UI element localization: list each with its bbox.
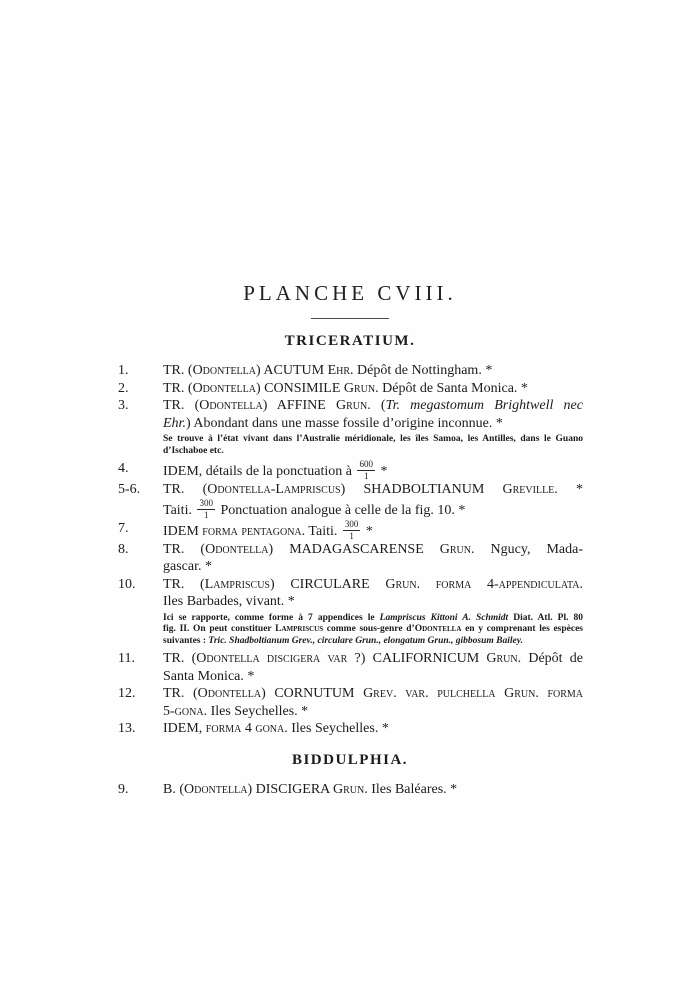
text-segment: fig. II. On peut constituer — [163, 624, 276, 634]
text-segment: Iles Barbades, vivant. * — [163, 594, 295, 609]
text-segment: . Dépôt de Nottingham. * — [350, 363, 493, 378]
text-segment: * — [376, 464, 388, 479]
text-segment: TR. ( — [163, 651, 197, 666]
list-item — [118, 520, 583, 541]
item-text — [163, 362, 583, 380]
text-segment: Taiti. — [163, 502, 196, 518]
text-segment: ) CONSIMILE — [256, 380, 344, 396]
magnification-fraction — [343, 520, 361, 541]
text-segment: forma — [547, 686, 584, 701]
item-text — [163, 397, 583, 460]
plate-title: PLANCHE CVIII. — [243, 281, 457, 305]
item-number: 11. — [118, 651, 135, 666]
item-number: 1. — [118, 363, 129, 378]
text-segment: . ( — [367, 398, 386, 413]
fraction-denominator: 1 — [203, 509, 209, 520]
text-line — [163, 668, 583, 686]
item-text — [163, 541, 583, 576]
text-segment: Grun — [333, 781, 365, 797]
text-segment: IDEM, — [163, 721, 206, 736]
text-segment: B. ( — [163, 781, 184, 797]
text-segment: forma 4-appendiculata — [435, 576, 580, 592]
item-text — [163, 650, 583, 685]
section-heading: TRICERATIUM. — [284, 333, 416, 349]
item-number: 10. — [118, 576, 136, 592]
text-line — [163, 650, 583, 668]
text-segment: * — [362, 523, 373, 539]
text-segment: . Dépôt de — [517, 651, 583, 666]
list-item — [118, 460, 583, 481]
text-segment: . Ngucy, Mada- — [471, 541, 583, 557]
list-item — [118, 685, 583, 720]
text-segment: ) CORNUTUM — [261, 686, 364, 701]
item-number: 7. — [118, 520, 129, 536]
text-segment: Se trouve à l’état vivant dans l’Australie méridionale, les îles Samoa, les Antilles, dans le Guano — [163, 434, 583, 444]
text-segment: comme sous-genre d’ — [323, 624, 415, 634]
item-text — [163, 720, 583, 738]
text-segment: TR. ( — [163, 541, 206, 557]
text-segment: var. pulchella — [405, 686, 496, 701]
item-text — [163, 460, 583, 481]
text-segment: TR. ( — [163, 363, 193, 378]
text-segment: Lampriscus — [204, 576, 270, 592]
text-segment: IDEM, détails de la ponctuation à — [163, 464, 356, 479]
text-segment: Grev — [363, 686, 394, 701]
text-segment: Grun — [486, 651, 518, 666]
text-segment: Ehr. — [163, 415, 186, 431]
item-number: 5-6. — [118, 482, 141, 497]
text-segment: TR. ( — [163, 576, 205, 592]
text-segment: . — [416, 576, 436, 592]
text-line — [163, 415, 583, 433]
text-segment: Grun — [335, 398, 368, 413]
section — [0, 333, 700, 738]
text-segment: ) AFFINE — [262, 398, 336, 413]
text-line — [163, 781, 583, 799]
title-rule — [311, 318, 389, 319]
text-segment: Ponctuation analogue à celle de la fig. 10. * — [216, 502, 466, 518]
magnification-fraction — [197, 499, 215, 520]
list-item — [118, 781, 583, 799]
text-segment: Ici se rapporte, comme forme à 7 appendices le — [163, 612, 380, 623]
fraction-numerator: 300 — [199, 497, 213, 508]
text-segment: Odontella — [184, 781, 248, 797]
text-segment: ) SHADBOLTIANUM — [340, 482, 503, 497]
magnification-fraction — [357, 460, 375, 481]
item-note — [163, 613, 583, 648]
item-number: 2. — [118, 380, 129, 396]
text-segment: gona — [174, 703, 204, 719]
fraction-numerator: 300 — [344, 518, 359, 529]
text-line — [163, 541, 583, 559]
text-segment: . — [579, 576, 584, 592]
item-note — [163, 434, 583, 457]
item-number: 9. — [118, 781, 129, 797]
list-item — [118, 397, 583, 460]
item-number: 3. — [118, 398, 129, 413]
item-text — [163, 380, 583, 398]
note-line — [163, 434, 583, 446]
text-segment: Diat. Atl. Pl. 80 — [508, 612, 584, 623]
text-segment: 5- — [163, 703, 175, 719]
text-segment: en y comprenant les espèces — [461, 624, 584, 634]
list-item — [118, 576, 583, 651]
text-segment: ) CIRCULARE — [269, 576, 386, 592]
text-segment: TR. ( — [163, 380, 193, 396]
list-item — [118, 650, 583, 685]
list-item — [118, 380, 583, 398]
text-segment: . — [393, 686, 406, 701]
item-text — [163, 576, 583, 651]
text-segment: ?) CALIFORNICUM — [347, 651, 487, 666]
text-segment: Odontella-Lampriscus — [207, 482, 341, 497]
note-line — [163, 446, 583, 458]
list-item — [118, 362, 583, 380]
text-line — [163, 481, 583, 499]
text-segment: Odontella — [205, 541, 269, 557]
text-line — [163, 576, 583, 594]
fraction-numerator: 600 — [359, 459, 373, 469]
text-segment: . — [535, 686, 548, 701]
text-segment: Tr. megastomum Brightwell nec — [385, 398, 583, 413]
text-segment: IDEM — [163, 523, 203, 539]
text-segment: Grun — [385, 576, 417, 592]
text-segment: forma 4 gona — [205, 721, 285, 736]
text-segment: Lampriscus — [275, 624, 324, 634]
text-segment: d’Ischaboe etc. — [163, 445, 224, 456]
text-line — [163, 593, 583, 611]
item-list — [118, 362, 583, 738]
text-line — [163, 499, 583, 520]
text-segment: . * — [554, 482, 583, 497]
text-segment: Odontella — [199, 398, 263, 413]
text-segment: ) ACUTUM — [256, 363, 328, 378]
text-segment: . Iles Baléares. * — [364, 781, 458, 797]
text-segment: Tric. Shadboltianum Grev., circulare Grun., elongatum Grun., gibbosum Bailey. — [208, 635, 524, 646]
text-segment: Odontella — [197, 686, 262, 701]
text-segment: TR. ( — [163, 482, 208, 497]
text-line — [163, 460, 583, 481]
text-segment: suivantes : — [163, 635, 209, 646]
text-segment: gascar. * — [163, 559, 212, 574]
text-segment: Grun — [439, 541, 472, 557]
text-segment: Grun — [504, 686, 536, 701]
text-segment: . Taiti. — [301, 523, 341, 539]
fraction-denominator: 1 — [349, 530, 354, 541]
text-segment: Santa Monica. * — [163, 668, 255, 684]
text-line — [163, 685, 583, 703]
text-segment: Odontella discigera var — [196, 651, 348, 666]
text-line — [163, 720, 583, 738]
item-text — [163, 520, 583, 541]
fraction-denominator: 1 — [363, 471, 369, 481]
list-item — [118, 720, 583, 738]
text-line — [163, 703, 583, 721]
text-segment: Odontella — [414, 624, 462, 634]
text-line — [163, 520, 583, 541]
sections — [0, 333, 700, 798]
note-line — [163, 613, 583, 625]
text-segment: ) MADAGASCARENSE — [268, 541, 440, 557]
text-segment: Ehr — [327, 363, 351, 378]
text-line — [163, 380, 583, 398]
text-segment: Odontella — [192, 363, 256, 378]
text-segment: Lampriscus Kittoni A. Schmidt — [379, 612, 509, 623]
text-segment — [496, 686, 505, 701]
list-item — [118, 541, 583, 576]
text-segment: ) Abondant dans une masse fossile d’origine inconnue. * — [185, 415, 503, 431]
text-segment: Odontella — [192, 380, 256, 396]
text-segment: . Dépôt de Santa Monica. * — [375, 380, 528, 396]
text-segment: forma pentagona — [202, 523, 302, 539]
section — [0, 752, 700, 799]
item-number: 4. — [118, 461, 129, 476]
text-line — [163, 362, 583, 380]
text-line — [163, 397, 583, 415]
item-text — [163, 481, 583, 520]
list-item — [118, 481, 583, 520]
item-text — [163, 781, 583, 799]
item-number: 12. — [118, 686, 136, 701]
text-segment: TR. ( — [163, 686, 198, 701]
text-segment: TR. ( — [163, 398, 200, 413]
text-segment: Greville — [502, 482, 555, 497]
item-text — [163, 685, 583, 720]
text-segment: ) DISCIGERA — [247, 781, 333, 797]
item-list — [118, 781, 583, 799]
text-segment: Grun — [343, 380, 376, 396]
text-segment: . Iles Seychelles. * — [203, 703, 309, 719]
note-line — [163, 636, 583, 648]
text-segment: . Iles Seychelles. * — [284, 721, 389, 736]
text-line — [163, 558, 583, 576]
note-line — [163, 624, 583, 636]
item-number: 13. — [118, 721, 136, 736]
item-number: 8. — [118, 541, 129, 557]
section-heading: BIDDULPHIA. — [291, 751, 409, 768]
